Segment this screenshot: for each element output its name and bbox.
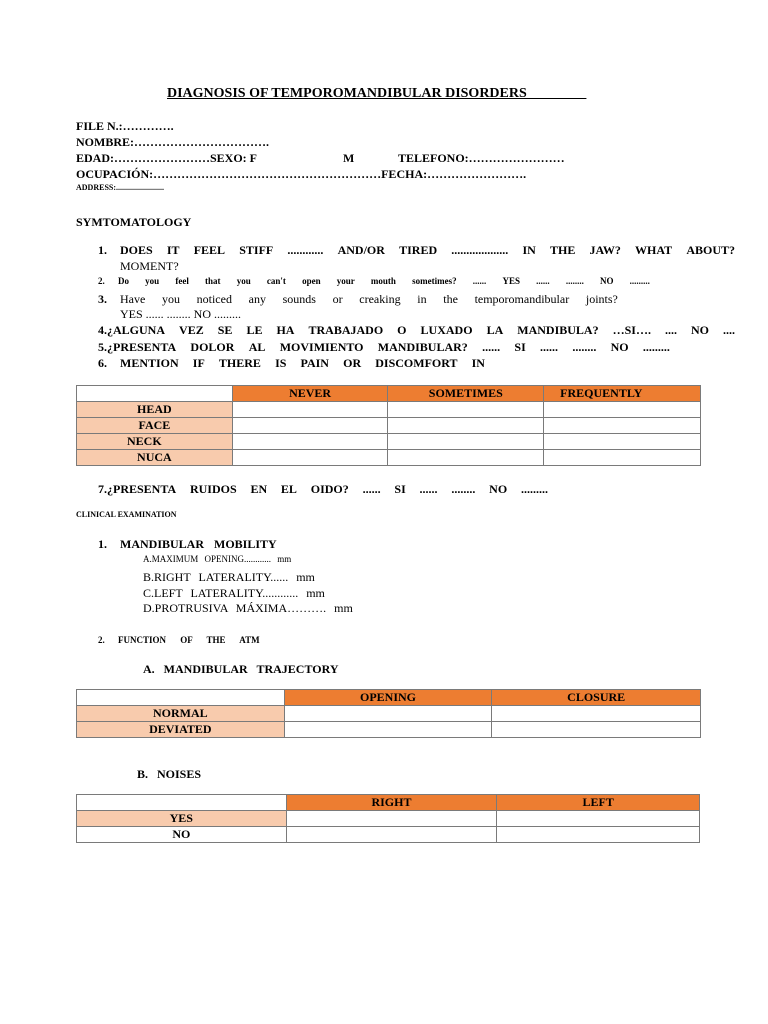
question-word: OIDO?: [310, 482, 349, 496]
question-word: JAW?: [589, 243, 621, 257]
question-word: IS: [275, 356, 287, 370]
function-of-atm-label: FUNCTION OF THE ATM: [118, 635, 260, 645]
question-word: IN: [471, 356, 485, 370]
noises-table: [76, 794, 700, 843]
question-word: sounds: [282, 292, 316, 306]
question-number: 6.: [98, 356, 107, 370]
question-word: FEEL: [193, 243, 226, 257]
table-corner-cell: [77, 690, 285, 706]
question-word: NO: [610, 340, 629, 354]
question-word: …SI….: [612, 323, 651, 337]
answer-cell[interactable]: [284, 722, 492, 738]
question-word: ........: [565, 276, 584, 286]
question-word: your: [336, 276, 355, 286]
question-word: THE: [549, 243, 576, 257]
question-word: NO: [599, 276, 614, 286]
question-word: ....: [723, 323, 735, 337]
question-word: ........: [451, 482, 476, 496]
question-word: VEZ: [179, 323, 204, 337]
mandibular-trajectory-table: [76, 689, 701, 738]
answer-cell[interactable]: [544, 418, 701, 434]
question-word: IT: [166, 243, 180, 257]
file-number-field: FILE N.:………….: [76, 119, 174, 133]
question-2: [118, 276, 650, 286]
protrusiva-maxima-field: D.PROTRUSIVA MÁXIMA………. mm: [143, 601, 353, 615]
question-word: ........: [572, 340, 597, 354]
question-word: .........: [629, 276, 650, 286]
row-label-normal: NORMAL: [77, 706, 285, 722]
question-word: ...................: [451, 243, 509, 257]
question-3-continuation: YES ...... ........ NO .........: [120, 307, 242, 321]
question-word: that: [205, 276, 221, 286]
answer-cell[interactable]: [544, 434, 701, 450]
question-word: SE: [217, 323, 233, 337]
answer-cell[interactable]: [388, 402, 544, 418]
column-header-opening: OPENING: [284, 690, 492, 706]
clinical-examination-heading: CLINICAL EXAMINATION: [76, 510, 177, 519]
row-label-neck: NECK: [77, 434, 233, 450]
question-word: STIFF: [239, 243, 274, 257]
question-word: in: [417, 292, 427, 306]
question-word: mouth: [370, 276, 396, 286]
row-label-head: HEAD: [77, 402, 233, 418]
question-word: feel: [175, 276, 189, 286]
question-word: you: [161, 292, 180, 306]
ocupacion-fecha-field: OCUPACIÓN:…………………………………………………FECHA:…………………….: [76, 167, 527, 181]
question-word: IF: [192, 356, 205, 370]
page-title: DIAGNOSIS OF TEMPOROMANDIBULAR DISORDERS ________: [167, 86, 587, 101]
column-header-closure: CLOSURE: [492, 690, 701, 706]
question-word: O: [397, 323, 407, 337]
question-number: 2.: [98, 276, 105, 286]
question-word: Do: [118, 276, 129, 286]
question-word: SI: [394, 482, 406, 496]
question-word: PAIN: [300, 356, 329, 370]
answer-cell[interactable]: [497, 811, 700, 827]
question-word: TRABAJADO: [308, 323, 384, 337]
question-word: 7.¿PRESENTA: [98, 482, 177, 496]
question-6: [120, 356, 485, 371]
question-word: sometimes?: [412, 276, 457, 286]
question-word: MANDIBULA?: [517, 323, 599, 337]
question-3: [120, 292, 618, 307]
answer-cell[interactable]: [232, 402, 388, 418]
question-word: temporomandibular: [474, 292, 570, 306]
question-word: NO: [489, 482, 508, 496]
answer-cell[interactable]: [492, 706, 701, 722]
sexo-m-option: M: [343, 151, 355, 165]
question-word: Have: [120, 292, 146, 306]
question-word: WHAT: [635, 243, 673, 257]
question-word: MOVIMIENTO: [279, 340, 364, 354]
question-word: ......: [419, 482, 438, 496]
left-laterality-field: C.LEFT LATERALITY............ mm: [143, 586, 325, 600]
question-word: MENTION: [120, 356, 179, 370]
column-header-never: NEVER: [232, 386, 388, 402]
question-word: or: [332, 292, 343, 306]
question-word: noticed: [196, 292, 232, 306]
pain-location-table: [76, 385, 701, 466]
answer-cell[interactable]: [284, 706, 492, 722]
row-label-no: NO: [77, 827, 287, 843]
answer-cell[interactable]: [286, 827, 497, 843]
question-word: open: [302, 276, 321, 286]
question-word: LE: [246, 323, 263, 337]
column-header-frequently: FREQUENTLY: [544, 386, 701, 402]
table-corner-cell: [77, 795, 287, 811]
row-label-deviated: DEVIATED: [77, 722, 285, 738]
question-7: [98, 482, 548, 497]
question-word: NO: [690, 323, 709, 337]
question-word: AL: [248, 340, 266, 354]
noises-label: B. NOISES: [137, 767, 202, 781]
question-word: AND/OR: [337, 243, 385, 257]
answer-cell[interactable]: [544, 450, 701, 466]
answer-cell[interactable]: [388, 418, 544, 434]
question-word: TIRED: [399, 243, 438, 257]
question-5: [98, 340, 670, 355]
question-word: ......: [472, 276, 487, 286]
question-word: DISCOMFORT: [375, 356, 458, 370]
section-number: 2.: [98, 635, 105, 645]
question-word: ABOUT?: [686, 243, 735, 257]
question-word: YES: [502, 276, 520, 286]
maximum-opening-field: A.MAXIMUM OPENING............ mm: [143, 554, 292, 564]
question-word: ......: [362, 482, 381, 496]
table-corner-cell: [77, 386, 233, 402]
answer-cell[interactable]: [492, 722, 701, 738]
telefono-field: TELEFONO:……………………: [398, 151, 565, 165]
question-word: LA: [486, 323, 504, 337]
answer-cell[interactable]: [232, 450, 388, 466]
answer-cell[interactable]: [497, 827, 700, 843]
question-word: ......: [540, 340, 559, 354]
section-number: 1.: [98, 537, 107, 551]
question-word: DOLOR: [190, 340, 235, 354]
question-number: 1.: [98, 243, 107, 257]
question-word: joints?: [585, 292, 618, 306]
question-word: 5.¿PRESENTA: [98, 340, 177, 354]
question-word: creaking: [359, 292, 401, 306]
question-word: can't: [266, 276, 286, 286]
question-word: MANDIBULAR?: [377, 340, 468, 354]
symptomatology-heading: SYMTOMATOLOGY: [76, 215, 192, 229]
question-word: the: [443, 292, 458, 306]
nombre-field: NOMBRE:…………………………….: [76, 135, 269, 149]
question-word: ......: [482, 340, 501, 354]
question-1-continuation: MOMENT?: [120, 259, 179, 273]
column-header-right: RIGHT: [286, 795, 497, 811]
address-field: ADDRESS:........................: [76, 183, 165, 192]
question-4: [98, 323, 735, 338]
question-word: IN: [522, 243, 536, 257]
answer-cell[interactable]: [232, 434, 388, 450]
question-word: any: [248, 292, 266, 306]
question-word: LUXADO: [420, 323, 473, 337]
right-laterality-field: B.RIGHT LATERALITY...... mm: [143, 570, 315, 584]
question-word: ....: [664, 323, 677, 337]
answer-cell[interactable]: [388, 450, 544, 466]
column-header-left: LEFT: [497, 795, 700, 811]
mandibular-mobility-label: MANDIBULAR MOBILITY: [120, 537, 277, 551]
question-word: .........: [520, 482, 548, 496]
question-word: EL: [280, 482, 297, 496]
question-word: OR: [343, 356, 362, 370]
question-word: .........: [642, 340, 670, 354]
edad-sexo-field: EDAD:……………………SEXO: F: [76, 151, 258, 165]
question-word: you: [236, 276, 251, 286]
question-word: 4.¿ALGUNA: [98, 323, 166, 337]
answer-cell[interactable]: [232, 418, 388, 434]
question-1: [120, 243, 735, 258]
answer-cell[interactable]: [286, 811, 497, 827]
row-label-face: FACE: [77, 418, 233, 434]
question-number: 3.: [98, 292, 107, 306]
question-word: SI: [514, 340, 526, 354]
question-word: ............: [287, 243, 324, 257]
row-label-nuca: NUCA: [77, 450, 233, 466]
row-label-yes: YES: [77, 811, 287, 827]
question-word: ......: [536, 276, 550, 286]
question-word: HA: [276, 323, 295, 337]
question-word: you: [145, 276, 160, 286]
question-word: RUIDOS: [189, 482, 237, 496]
answer-cell[interactable]: [544, 402, 701, 418]
question-word: EN: [250, 482, 268, 496]
question-word: THERE: [218, 356, 261, 370]
question-word: DOES: [120, 243, 153, 257]
answer-cell[interactable]: [388, 434, 544, 450]
mandibular-trajectory-label: A. MANDIBULAR TRAJECTORY: [143, 662, 339, 676]
column-header-sometimes: SOMETIMES: [388, 386, 544, 402]
